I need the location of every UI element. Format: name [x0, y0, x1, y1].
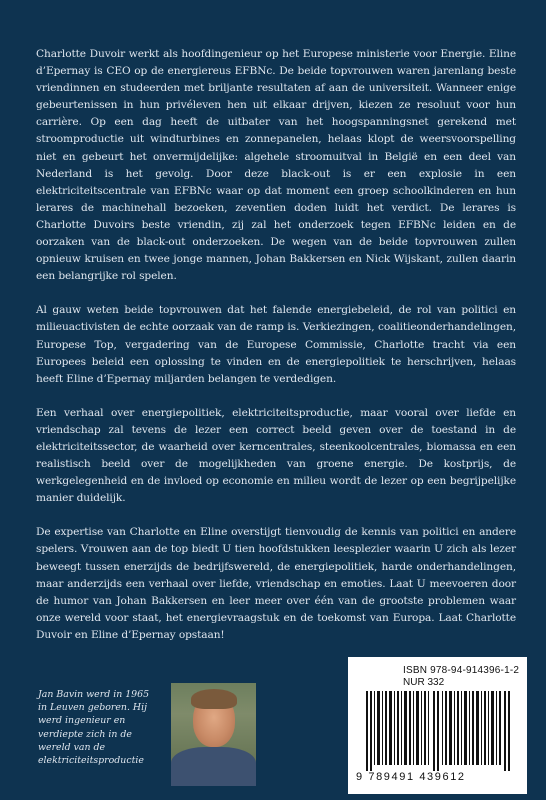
author-photo: [171, 683, 256, 786]
barcode-label: [348, 657, 527, 794]
blurb-text: [36, 46, 516, 661]
blurb-paragraph-2: Al gauw weten beide topvrouwen dat het falende energiebeleid, de rol van politici en milieuactivisten de echte oorzaak van de ramp is. Verkiezingen, coalitieonderhandelingen, Europese Top, vergadering van de Europese Commissie, Charlotte tracht via een Europees beleid een oplossing te vinden en de energiepolitiek te herschrijven, helaas heeft Eline d’Epernay miljarden belangen te verdedigen.: [36, 304, 516, 385]
author-photo-hair: [191, 689, 237, 709]
isbn-number: ISBN 978-94-914396-1-2: [403, 665, 520, 676]
nur-code: NUR 332: [403, 677, 445, 688]
author-photo-shirt: [171, 747, 256, 786]
blurb-paragraph-1: Charlotte Duvoir werkt als hoofdingenieur op het Europese ministerie voor Energie. Eline d’Epernay is CEO op de energiereus EFBNc. De beide topvrouwen waren jarenlang beste vriendinnen en studeerden met briljante resultaten af aan de universiteit. Wanneer enige gebeurtenissen in hun privéleven hen uit elkaar drijven, kiezen ze resoluut voor hun carrière. Op een dag heeft de uitbater van het hoogspanningsnet gerekend met stroomproductie uit windturbines en zonnepanelen, helaas klopt de weersvoorspelling niet en gebeurt het onvermijdelijke: algehele stroomuitval in België en een deel van Nederland is het gevolg. Door deze black-out is er een explosie in een elektriciteitscentrale van EFBNc waar op dat moment een groep schoolkinderen en hun lerares de machinehall bezoeken, zeventien doden luidt het verdict. De lerares is Charlotte Duvoirs beste vriendin, zij zal het onderzoek tegen EFBNc leiden en de oorzaken van de black-out onderzoeken. De wegen van de beide topvrouwen zullen opnieuw kruisen en twee jonge mannen, Johan Bakkersen en Nick Wijskant, zullen daarin een belangrijke rol spelen.: [36, 48, 516, 283]
blurb-paragraph-3: Een verhaal over energiepolitiek, elektriciteitsproductie, maar vooral over liefde en vriendschap zal tevens de lezer een correct beeld geven over de toestand in de elektriciteitssector, de waarheid over kerncentrales, steenkoolcentrales, biomassa en een realistisch beeld over de mogelijkheden van groene energie. De kostprijs, de werkgelegenheid en de invloed op economie en milieu wordt de lezer op een begrijpelijke manier duidelijk.: [36, 406, 516, 505]
barcode-icon: [358, 691, 518, 771]
author-bio: Jan Bavin werd in 1965 in Leuven geboren. Hij werd ingenieur en verdiepte zich in de wereld van de elektriciteitsproductie: [38, 689, 150, 767]
blurb-paragraph-4: De expertise van Charlotte en Eline overstijgt tienvoudig de kennis van politici en andere spelers. Vrouwen aan de top biedt U tien hoofdstukken leesplezier waarin U zich als lezer beweegt tussen enerzijds de bedrijfswereld, de energiepolitiek, harde onderhandelingen, maar anderzijds een verhaal over liefde, vriendschap en emoties. Laat U meevoeren door de humor van Johan Bakkersen en leer meer over één van de grootste problemen waar onze wereld voor staat, het energievraagstuk en de toekomst van Europa. Laat Charlotte Duvoir en Eline d’Epernay opstaan!: [36, 526, 516, 641]
barcode-digits: 9 789491 439612: [356, 771, 466, 783]
